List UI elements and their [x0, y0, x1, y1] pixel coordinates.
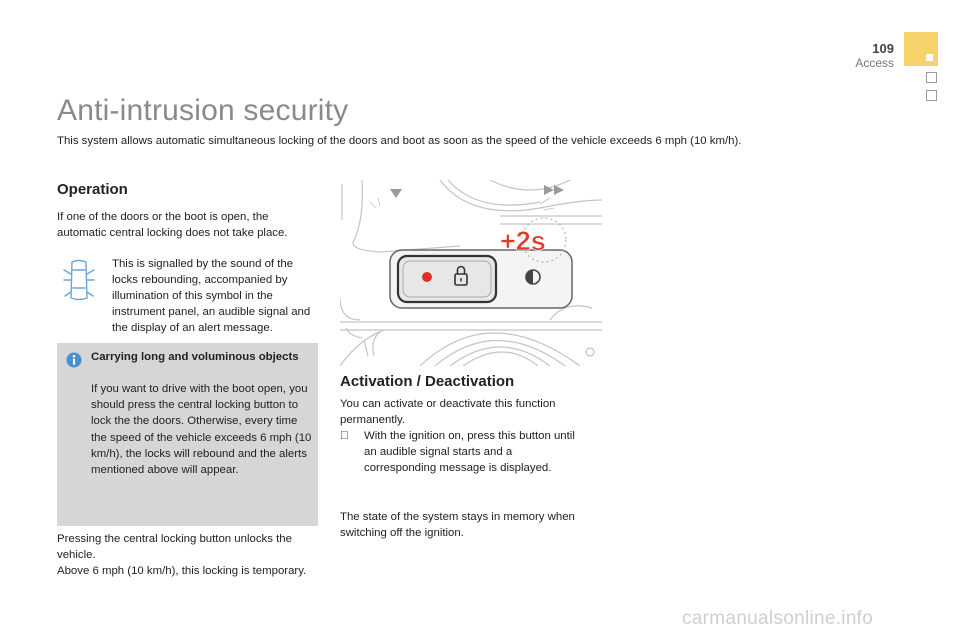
info-body: If you want to drive with the boot open, you should press the central locking button to lock the the doors. Otherwise, every time the speed of the vehicle exceeds 6 mph (10 km/h), the locks will rebound and the alerts mentioned above will appear.	[91, 383, 312, 477]
central-locking-button-illustration	[340, 180, 602, 366]
signal-paragraph: This is signalled by the sound of the locks rebounding, accompanied by illumination of this symbol in the instrument panel, an audible signal and the display of an alert message.	[112, 258, 311, 334]
operation-heading: Operation	[57, 181, 128, 198]
intro-paragraph: This system allows automatic simultaneous locking of the doors and boot as soon as the speed of the vehicle exceeds 6 mph (10 km/h).	[57, 135, 742, 147]
activation-heading: Activation / Deactivation	[340, 373, 515, 390]
open-door-car-icon	[62, 258, 96, 302]
bullet-arrow-icon	[340, 428, 354, 444]
page-number: 109	[872, 41, 894, 56]
memory-paragraph: The state of the system stays in memory when switching off the ignition.	[340, 511, 575, 539]
info-icon	[66, 352, 82, 368]
chapter-tab-empty[interactable]	[926, 72, 937, 83]
temporary-paragraph: Above 6 mph (10 km/h), this locking is temporary.	[57, 565, 307, 577]
press-duration-label: +2s	[500, 226, 546, 256]
section-name: Access	[855, 56, 894, 70]
chapter-tab-empty[interactable]	[926, 90, 937, 101]
watermark: carmanualsonline.info	[682, 608, 874, 629]
activation-paragraph: You can activate or deactivate this function permanently.	[340, 398, 556, 426]
tab-marker	[926, 54, 933, 61]
operation-paragraph: If one of the doors or the boot is open, the automatic central locking does not take place.	[57, 211, 288, 239]
page-title: Anti-intrusion security	[57, 94, 349, 127]
info-box	[57, 343, 318, 526]
activation-step-text: With the ignition on, press this button until an audible signal starts and a corresponding message is displayed.	[364, 430, 575, 474]
chapter-tab[interactable]	[904, 32, 938, 66]
info-title: Carrying long and voluminous objects	[91, 351, 299, 363]
unlock-paragraph: Pressing the central locking button unlocks the vehicle.	[57, 533, 292, 561]
